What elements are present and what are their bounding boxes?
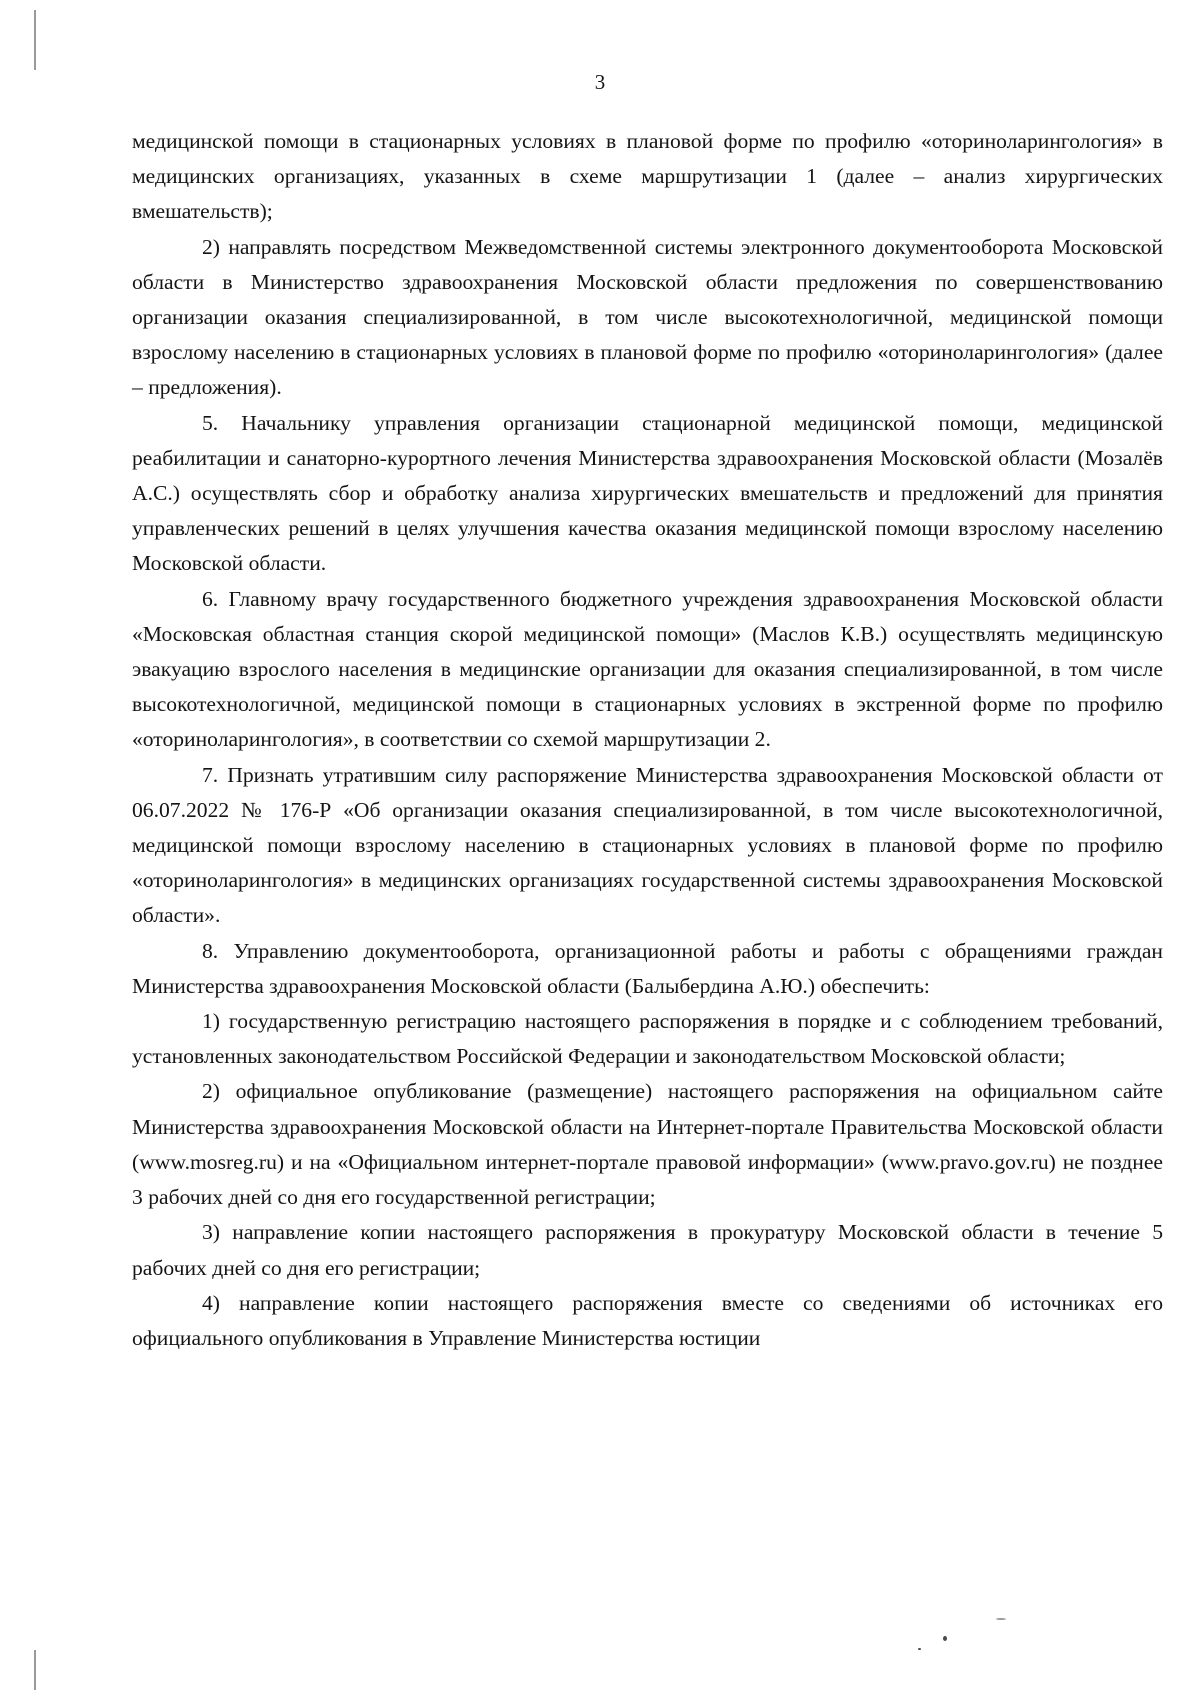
paragraph-item-8-2: 2) официальное опубликование (размещение) настоящего распоряжения на официальном сайте Министерства здравоохранения Московской области на Интернет-портале Правительства Московской области (www.mosreg.ru) и на «Официальном интернет-портале правовой информации» (www.pravo.gov.ru) не позднее 3 рабочих дней со дня его государственной регистрации; [132,1079,1163,1210]
paragraph-item-8: 8. Управлению документооборота, организационной работы и работы с обращениями граждан Министерства здравоохранения Московской области (Балыбердина А.Ю.) обеспечить: [132,938,1163,998]
page-number: 3 [594,70,606,94]
scan-speck [918,1648,921,1650]
paragraph-item-8-4: 4) направление копии настоящего распоряжения вместе со сведениями об источниках его официального опубликования в Управление Министерства юстиции [132,1290,1163,1350]
paragraph-item-8-1: 1) государственную регистрацию настоящего распоряжения в порядке и с соблюдением требований, установленных законодательством Российской Федерации и законодательством Московской области; [132,1009,1163,1069]
paragraph-item-6: 6. Главному врачу государственного бюджетного учреждения здравоохранения Московской области «Московская областная станция скорой медицинской помощи» (Маслов К.В.) осуществлять медицинскую эвакуацию взрослого населения в медицинские организации для оказания специализированной, в том числе высокотехнологичной, медицинской помощи в стационарных условиях в экстренной форме по профилю «оториноларингология», в соответствии со схемой маршрутизации 2. [132,586,1163,752]
paragraph-item-5: 5. Начальнику управления организации стационарной медицинской помощи, медицинской реабилитации и санаторно-курортного лечения Министерства здравоохранения Московской области (Мозалёв А.С.) осуществлять сбор и обработку анализа хирургических вмешательств и предложений для принятия управленческих решений в целях улучшения качества оказания медицинской помощи взрослому населению Московской области. [132,410,1163,576]
scan-speck [996,1618,1006,1620]
paragraph-item-2-proposals: 2) направлять посредством Межведомственной системы электронного документооборота Московской области в Министерство здравоохранения Московской области предложения по совершенствованию организации оказания специализированной, в том числе высокотехнологичной, медицинской помощи взрослому населению в стационарных условиях в плановой форме по профилю «оториноларингология» (далее – предложения). [132,234,1163,400]
scan-margin-line [34,10,36,70]
scan-speck [943,1636,947,1641]
document-body [132,124,1163,1356]
paragraph-continuation: медицинской помощи в стационарных условиях в плановой форме по профилю «оториноларингология» в медицинских организациях, указанных в схеме маршрутизации 1 (далее – анализ хирургических вмешательств); [132,129,1163,224]
paragraph-item-7: 7. Признать утратившим силу распоряжение Министерства здравоохранения Московской области от 06.07.2022 № 176-Р «Об организации оказания специализированной, в том числе высокотехнологичной, медицинской помощи взрослому населению в стационарных условиях в плановой форме по профилю «оториноларингология» в медицинских организациях государственной системы здравоохранения Московской области». [132,762,1163,928]
paragraph-item-8-3: 3) направление копии настоящего распоряжения в прокуратуру Московской области в течение 5 рабочих дней со дня его регистрации; [132,1220,1163,1280]
scan-margin-line [34,1650,36,1690]
